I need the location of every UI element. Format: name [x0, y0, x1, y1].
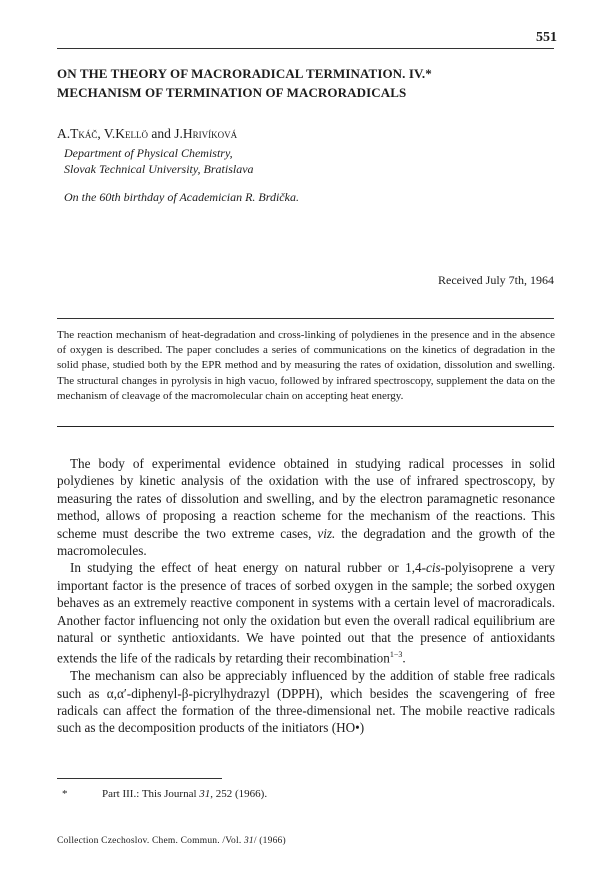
author-2-name: Kellö [115, 126, 149, 141]
footnote-marker: * [62, 788, 68, 800]
abstract-top-rule [57, 318, 554, 319]
cis-italic: cis [425, 560, 441, 576]
affiliation-university: Slovak Technical University, Bratislava [64, 162, 254, 176]
body-paragraph-3: The mechanism can also be appreciably influenced by the addition of stable free radicals such as α,α′-diphenyl-β-picrylhydrazyl (DPPH), which besides the scavengering of free radicals can affect the formation of the three-dimensional net. The mobile reactive radicals such as the decomposition products of the initiators (HO•) [57, 668, 555, 736]
dedication: On the 60th birthday of Academician R. Brdička. [64, 190, 299, 204]
header-rule [57, 48, 554, 49]
body-text [57, 455, 555, 737]
journal-footer: Collection Czechoslov. Chem. Commun. /Vol. 31/ (1966) [57, 836, 286, 846]
author-separator-2: and J. [148, 126, 183, 141]
page-number: 551 [536, 30, 557, 45]
journal-volume: 31 [243, 836, 254, 846]
received-date: Received July 7th, 1964 [438, 273, 554, 287]
body-paragraph-1: The body of experimental evidence obtained in studying radical processes in solid polydienes by kinetic analysis of the oxidation with the use of infrared spectroscopy, by measuring the rates of dissolution and swelling, and by the electron paramagnetic resonance method, allows of proposing a reaction scheme for the mechanism of the reactions. This scheme must describe the two extreme cases, viz. the degradation and the growth of the macromolecules. [57, 456, 555, 559]
title-line-1: ON THE THEORY OF MACRORADICAL TERMINATION. IV.* [57, 66, 432, 81]
footnote-rule [57, 778, 222, 779]
author-3-name: Hrivíková [182, 126, 238, 141]
affiliation-department: Department of Physical Chemistry, [64, 146, 233, 160]
author-separator-1: , V. [97, 126, 116, 141]
footnote: * Part III.: This Journal 31, 252 (1966). [62, 788, 268, 800]
title-line-2: MECHANISM OF TERMINATION OF MACRORADICALS [57, 85, 407, 100]
author-1-initial: A. [57, 126, 71, 141]
footnote-volume: 31 [199, 788, 211, 800]
author-list [57, 126, 237, 142]
author-1-name: Tkáč [70, 126, 98, 141]
viz-italic: viz. [317, 525, 336, 541]
body-paragraph-2: In studying the effect of heat energy on natural rubber or 1,4-cis-polyisoprene a very important factor is the presence of traces of sorbed oxygen in the sample; the sorbed oxygen behaves as an extremely reactive component in systems with a certain level of macroradicals. Another factor influencing not only the oxidation but even the overall radical equilibrium are natural or synthetic antioxidants. We have pointed out that the presence of antioxidants extends the life of the radicals by retarding their recombination$^{1-3}$. [57, 560, 555, 666]
abstract: The reaction mechanism of heat-degradation and cross-linking of polydienes in the presence and in the absence of oxygen is described. The paper concludes a series of communications on the kinetics of degradation in the solid phase, studied both by the EPR method and by measuring the rates of oxidation, dissolution and swelling. The structural changes in pyrolysis in high vacuo, followed by infrared spectroscopy, supplement the data on the mechanism of cleavage of the macromolecular chain on accepting heat energy. [57, 329, 555, 402]
article-title [57, 64, 557, 102]
abstract-bottom-rule [57, 426, 554, 427]
reference-superscript: 1−3 [389, 650, 403, 660]
